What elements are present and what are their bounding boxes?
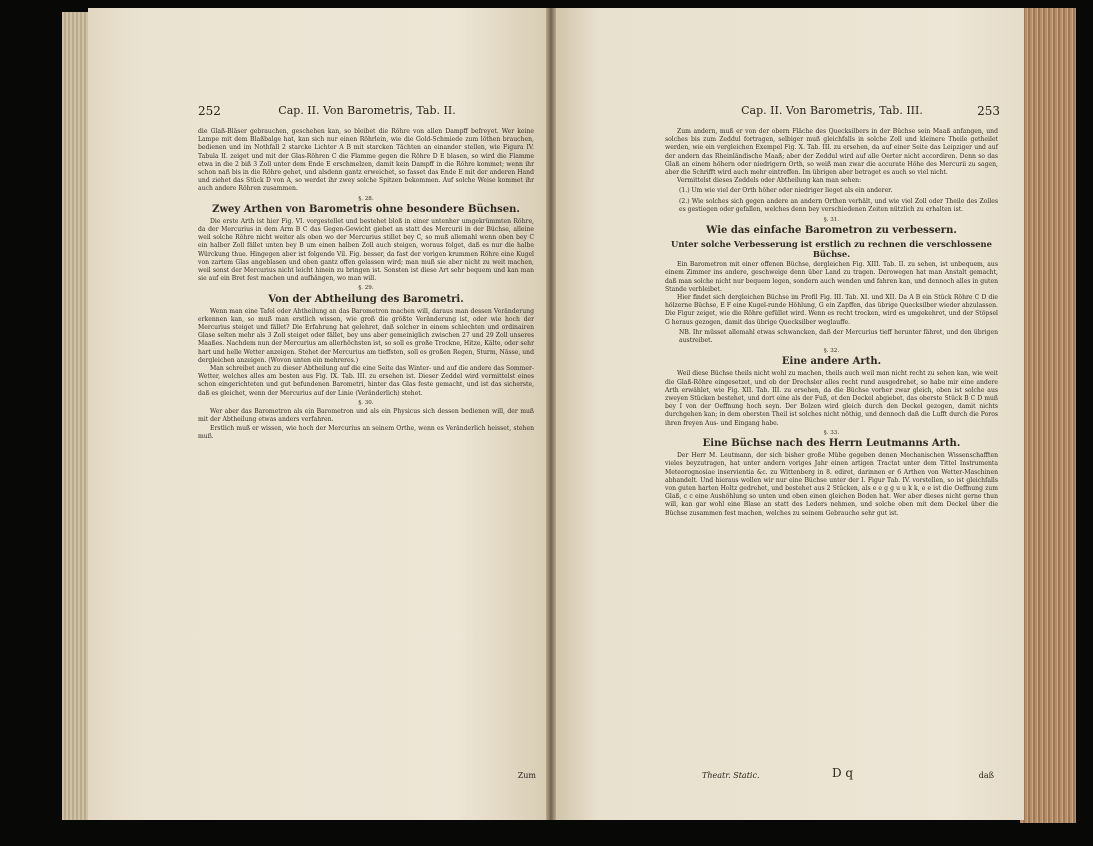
section-text-33: Der Herr M. Leutmann, der sich bisher große Mühe gegeben denen Mechanischen Wissenschafften vieles beyzutragen, hat unter andern voriges Jahr einen artigen Tractat unter dem Tittel Instrumenta Meteorognosiae inservientia &c. zu Wittenberg in 8. ediret, darinnen er 6 Arthen von Wetter-Maschinen abhandelt. Und hieraus wollen wir nur eine Büchse unter der I. Figur Tab. IV. vorstellen, so ist gleichfalls von guten harten Holtz gedrehet, und bestehet aus 2 Stücken, als e e g g u u k k, e e ist die Oeffnung zum Glaß, c c eine Aushöhlung so unten und oben einen gleichen Boden hat. Wer aber dieses nicht gerne thun will, kan gar wohl eine Blase an statt des Leders nehmen, und solche oben mit dem Deckel über die Büchse zusammen fest machen, welches zu seinem Gebrauche sehr gut ist. (665, 452, 998, 517)
section-text-30b: Erstlich muß er wissen, wie hoch der Mercurius an seinem Orthe, wenn es Veränderlich heisset, stehen muß. (198, 424, 534, 440)
section-mark-33: §. 33. (823, 429, 840, 436)
left-page-number: 252 (198, 104, 221, 118)
left-catchword: Zum (517, 771, 536, 780)
left-running-head: Cap. II. Von Barometris, Tab. II. (278, 104, 456, 117)
note-item-2: (2.) Wie solches sich gegen andere an andern Orthen verhält, und wie viel Zoll oder Theile des Zolles es gestiegen oder gefallen, welches denn bey verschiedenen Zeiten nützlich zu erhalten ist. (679, 197, 998, 213)
section-mark-28: §. 28. (358, 195, 374, 202)
section-mark-30: §. 30. (358, 399, 374, 406)
left-page-body (198, 128, 534, 441)
right-footer-title: Theatr. Static. (702, 771, 760, 780)
section-text-32: Weil diese Büchse theils nicht wohl zu machen, theils auch weil man nicht recht zu sehen kan, wie weit die Glaß-Röhre eingesetzet, und ob der Drechsler alles recht rund ausgedrehet, so habe mir eine andere Arth erwählet, wie Fig. XII. Tab. III. zu ersehen, da die Büchse vorher zwar gleich, oben ist solche aus zweyen Stücken bestehet, und dort eine als der Fuß, et den Deckel abgiebet, das oberste Stück B C D muß bey I von der Oeffnung hoch seyn. Der Bolzen wird gleich durch den Deckel gezogen, damit nichts durchgehen kan; in dem obersten Theil ist solches nicht nöthig, und dennoch daß die Lufft durch die Poros ihren freyen Aus- und Eingang habe. (665, 370, 998, 427)
book-gutter (546, 8, 556, 820)
note-heading: Vermittelst dieses Zeddels oder Abtheilung kan man sehen: (677, 177, 862, 185)
section-text-28: Die erste Arth ist hier Fig. VI. vorgestellet und bestehet bloß in einer untenher umgekrümmten Röhre, da der Mercurius in dem Arm B C das Gegen-Gewicht giebet an statt des Mercurii in der Büchse, alleine weil solche Röhre nicht weiter als oben wo der Mercurius stillet bey C, so muß allemahl wenn oben bey C ein halber Zoll fället unten bey B um einen halben Zoll auch steigen, woraus folget, daß es nur die halbe Würckung thue. Hingegen aber ist folgende Vil. Fig. besser, da fast der vorigen krummen Röhre eine Kugel von zartem Glas angeblasen und oben gantz offen gelassen wird; man muß sie aber nicht zu weit machen, weil sonst der Mercurius nicht leicht hinein zu bringen ist. Sonsten ist diese Art sehr bequem und kan man sie auf ein Bret fest machen und aufhängen, wo man will. (198, 217, 534, 283)
section-text-31: Ein Barometron mit einer offenen Büchse, dergleichen Fig. XIII. Tab. II. zu sehen, ist unbequem, aus einem Zimmer ins andere, geschweige denn über Land zu tragen. Derowegen hat man Anstalt gemacht, daß man solche nicht nur bequem legen, sondern auch wenden und fahren kan, und dennoch alles in guten Stande verbleibet. (665, 261, 999, 293)
section-text-30: Wer aber das Barometron als ein Barometron und als ein Physicus sich dessen bedienen will, der muß mit der Abtheilung etwas anders verfahren. (198, 408, 534, 424)
nota-bene: NB. Ihr müsset allemahl etwas schwancken, daß der Mercurius tieff herunter fähret, und den übrigen austreibet. (679, 328, 998, 345)
left-intro-paragraph: die Glaß-Bläser gebrauchen, geschehen kan, so bleibet die Röhre von allen Dampff befreyet. Wer keine Lampe mit dem Blaßbalge hat, kan sich nur einen Röhrlein, wie die Gold-Schmiede zum löthen brauchen, bedienen und im Nothfall 2 starcke Lichter A B mit starcken Tächten an einander stellen, wie Figura IV. Tabula II. zeiget und mit der Glas-Röhren C die Flamme gegen die Röhre D E blasen, so wird die Flamme etwa in die 2 biß 3 Zoll unter dem Ende E erschmelzen, damit kein Dampff in die Röhre kommet; wenn ihr schon naß bis in die Röhre gehet, und alsdenn gantz erweichet, so fasset das Ende E mit der anderen Hand und ziehet das Stück D von A, so werdet ihr zwey solche Spitzen bekommen. Auf solche Weise kommet ihr auch andere Röhren zusammen. (198, 128, 534, 193)
section-mark-32: §. 32. (823, 348, 840, 355)
section-heading-29: Von der Abtheilung des Barometri. (268, 293, 464, 305)
right-running-head: Cap. II. Von Barometris, Tab. III. (741, 104, 923, 117)
right-page-body (665, 128, 998, 518)
section-mark-31: §. 31. (823, 217, 840, 224)
right-page (552, 8, 1024, 820)
section-heading-31: Wie das einfache Barometron zu verbessern. (706, 225, 957, 237)
right-intro-paragraph: Zum andern, muß er von der obern Fläche des Quecksilbers in der Büchse sein Maaß anfangen, und solches bis zum Zeddul fortragen, selbiger muß gleichfalls in solche Zoll und kleinere Theile getheilet werden, wie ein vergleichen Exempel Fig. X. Tab. III. zu ersehen, da auf einer Seite das Leipziger und auf der andern das Rheinländische Maaß; aber der Zeddul wird auf alle Oerter nicht accordiren. Denn so das Glaß an einem höhern oder niedrigern Orth, so weiß man zwar die accurate Höhe des Mercurii zu sagen, aber die Schrifft wird auch mehr eintreffen. Im übrigen aber betraget es auch so viel nicht. (665, 128, 998, 177)
book-edge-right (1020, 8, 1076, 823)
section-subheading-31: Unter solche Verbesserung ist erstlich zu rechnen die verschlossene Büchse. (671, 239, 992, 260)
section-text-31b: Hier findet sich dergleichen Büchse im Profil Fig. III. Tab. XI. und XII. Da A B ein Stück Röhre C D die hölzerne Büchse, E F eine Kugel-runde Höhlung, G ein Zapffen, das übrige Quecksilber wieder abzulassen. Die Figur zeiget, wie die Röhre gefüllet wird. Wenn es recht trocken, wird es umgekehret, und der Stöpsel G heraus gezogen, damit das übrige Quecksilber weglauffe. (665, 294, 998, 326)
section-heading-32: Eine andere Arth. (781, 356, 882, 368)
section-heading-33: Eine Büchse nach des Herrn Leutmanns Arth. (702, 438, 961, 450)
right-page-number: 253 (977, 104, 1000, 118)
signature-mark: D q (832, 766, 854, 780)
section-heading-28: Zwey Arthen von Barometris ohne besondere Büchsen. (212, 203, 520, 215)
left-page (88, 8, 550, 820)
section-mark-29: §. 29. (358, 285, 374, 292)
left-running-header (198, 104, 536, 124)
right-catchword: daß (978, 771, 994, 780)
right-running-header (664, 104, 1000, 124)
section-text-29: Wenn man eine Tafel oder Abtheilung an das Barometron machen will, daraus man dessen Veränderung erkennen kan, so muß man erstlich wissen, wie groß die größte Veränderung ist, oder wie hoch der Mercurius steiget und fället? Die Erfahrung hat gelehret, daß solcher in einem schlechten und ordinairen Glase selten mehr als 3 Zoll steiget oder fället, bey uns aber gemeiniglich zwischen 27 und 29 Zoll unseres Maaßes. Nachdem nun der Mercurius am allerhöchsten ist, so soll es große Trockne, Hitze, Kälte, oder sehr hart und helle Wetter anzeigen. Stehet der Mercurius am tieffsten, soll es großen Regen, Sturm, Nässe, und dergleichen anzeigen. (Wovon unten ein mehreres.) (198, 307, 534, 364)
note-item-1: (1.) Um wie viel der Orth höher oder niedriger lieget als ein anderer. (679, 187, 893, 195)
section-text-29b: Man schreibet auch zu dieser Abtheilung auf die eine Seite das Winter- und auf die andere das Sommer-Wetter, welches alles am besten aus Fig. IX. Tab. III. zu ersehen ist. Dieser Zeddel wird vermittelst eines schon eingerichteten und gut befundenen Barometri, hinter das Glas feste gemacht, und ist das sicherste, daß es gleichet, wenn der Mercurius auf der Linie (Veränderlich) stehet. (198, 365, 534, 397)
